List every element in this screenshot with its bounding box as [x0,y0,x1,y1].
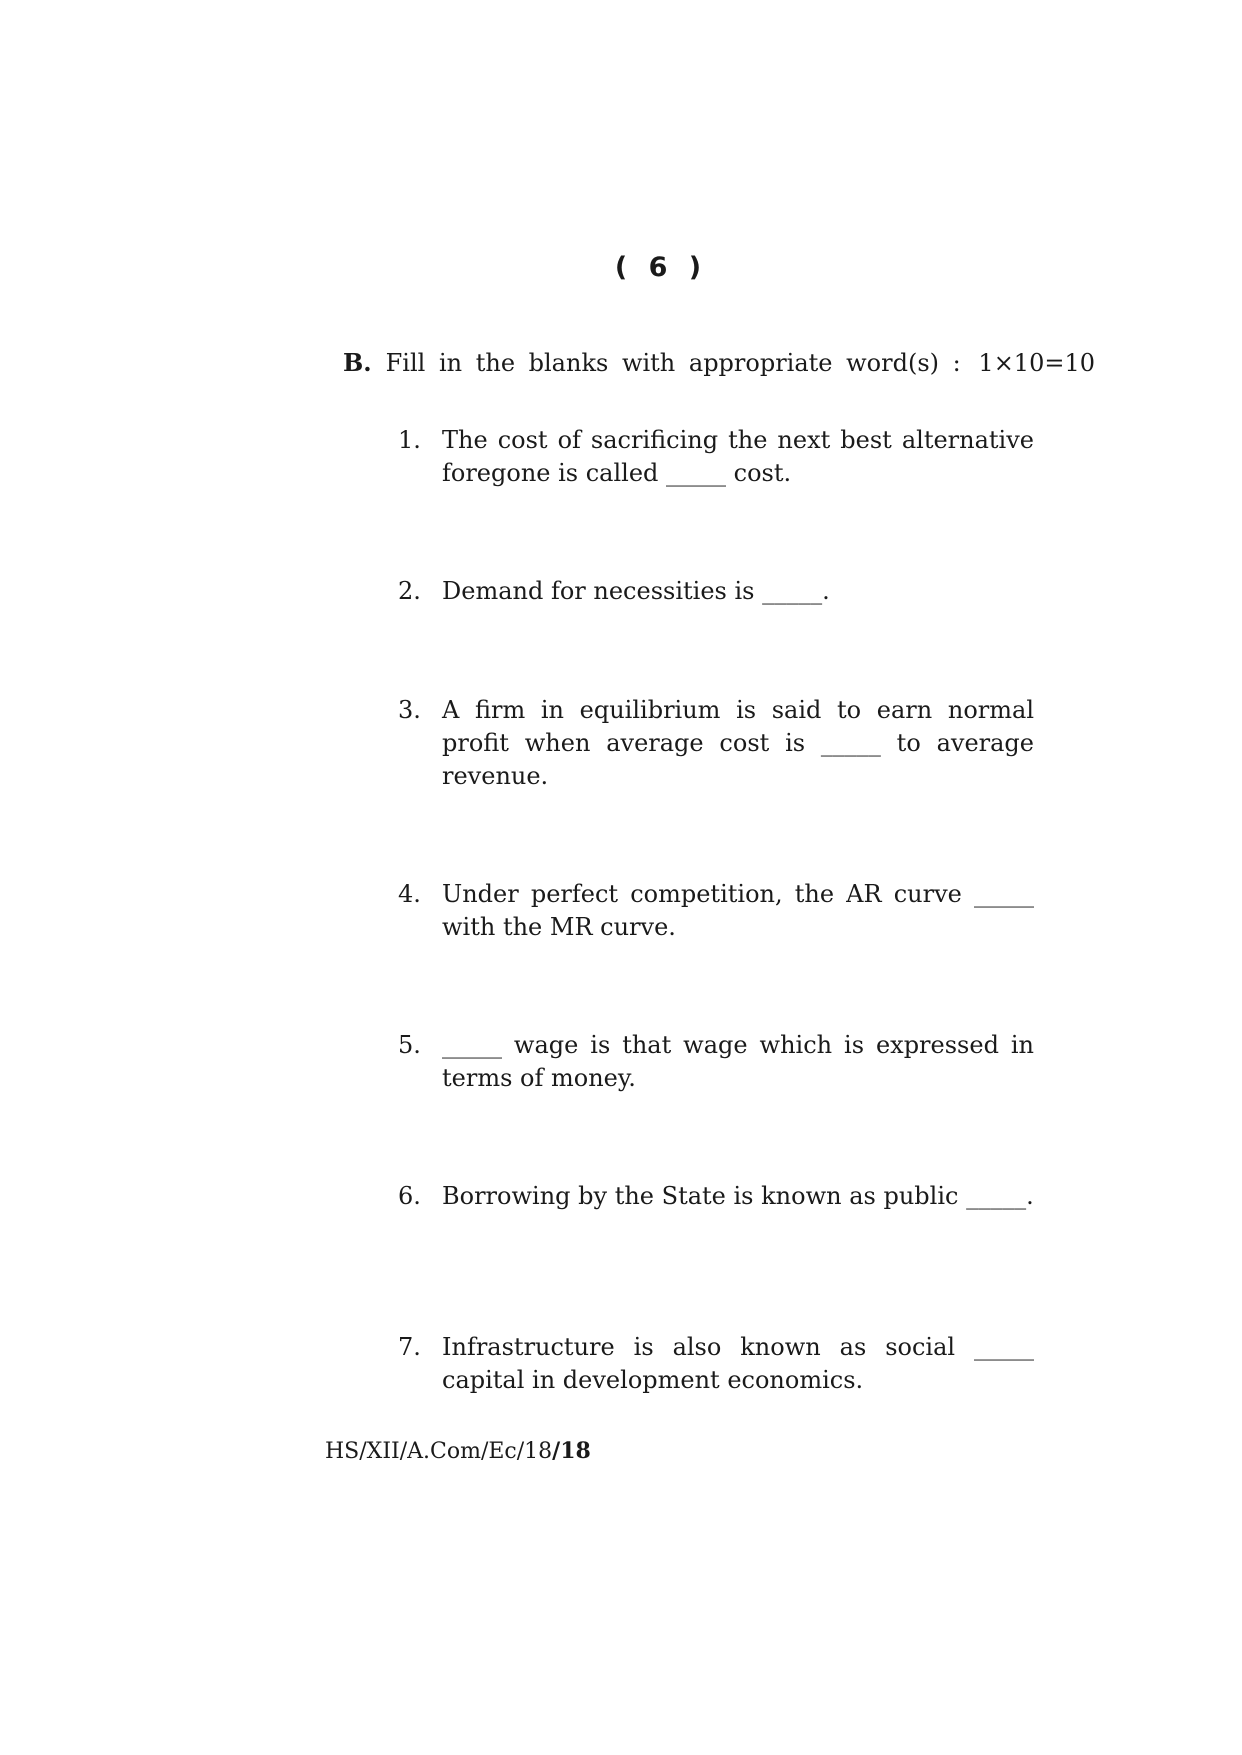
section-letter: B. [343,348,372,377]
question-text: The cost of sacrificing the next best alternative foregone is called _____ cost. [442,426,1034,487]
question-number: 3. [398,696,421,724]
question-number: 2. [398,577,421,605]
footer-suffix: /18 [552,1438,591,1464]
question-text: Infrastructure is also known as social _____ capital in development economics. [442,1333,1034,1394]
question-item [398,1180,1034,1213]
question-number: 1. [398,426,421,454]
question-text: A firm in equilibrium is said to earn normal profit when average cost is _____ to average revenue. [442,696,1034,790]
question-number: 7. [398,1333,421,1361]
footer-code: HS/XII/A.Com/Ec/18 [325,1439,553,1464]
question-item [398,575,1034,608]
question-number: 6. [398,1182,421,1210]
question-item [398,424,1034,490]
question-number: 5. [398,1031,421,1059]
question-text: Demand for necessities is _____. [442,577,830,605]
page-number: ( 6 ) [614,252,708,283]
section-instruction: Fill in the blanks with appropriate word(s) : [385,349,961,377]
section-marks: 1×10=10 [978,349,1095,377]
question-item [398,878,1034,944]
question-text: _____ wage is that wage which is expressed in terms of money. [442,1031,1034,1092]
question-item [398,1331,1034,1397]
section-instruction-line [343,348,961,377]
section-heading [343,348,1095,377]
question-item [398,1029,1034,1095]
question-text: Borrowing by the State is known as public _____. [442,1182,1034,1210]
question-number: 4. [398,880,421,908]
footer-paper-code [325,1438,591,1464]
question-item [398,694,1034,793]
question-text: Under perfect competition, the AR curve _____ with the MR curve. [442,880,1034,941]
